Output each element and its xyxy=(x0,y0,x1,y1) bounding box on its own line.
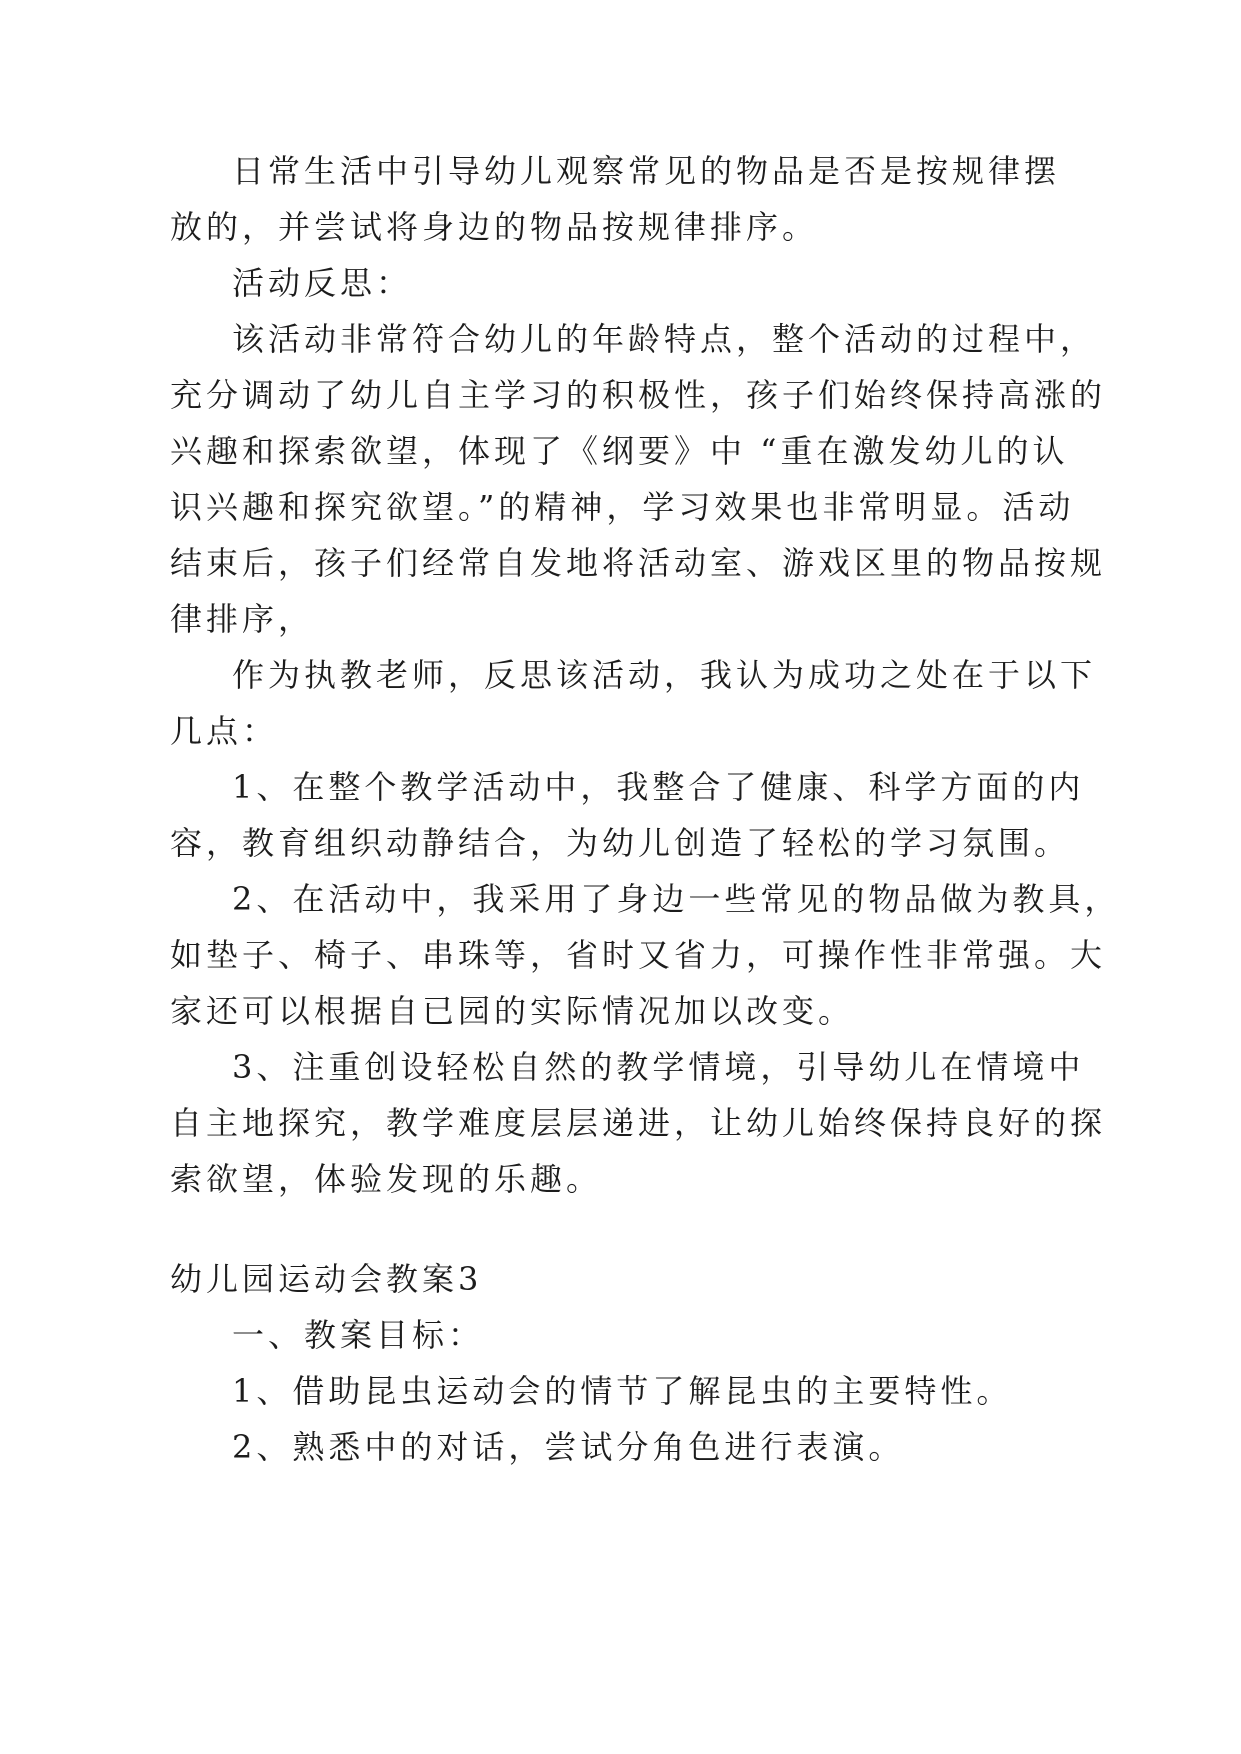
text-line: 几点： xyxy=(170,712,279,750)
section-heading: 幼儿园运动会教案3 xyxy=(170,1260,483,1298)
text-line: 家还可以根据自已园的实际情况加以改变。 xyxy=(170,992,855,1030)
text-line: 律排序， xyxy=(170,600,315,638)
text-line: 如垫子、椅子、串珠等，省时又省力，可操作性非常强。大 xyxy=(170,936,1107,974)
objective-item-2: 2、熟悉中的对话，尝试分角色进行表演。 xyxy=(232,1428,905,1466)
text-line: 结束后，孩子们经常自发地将活动室、游戏区里的物品按规 xyxy=(170,544,1107,582)
text-line: 该活动非常符合幼儿的年龄特点，整个活动的过程中， xyxy=(232,320,1097,358)
text-line: 识兴趣和探究欲望。”的精神，学习效果也非常明显。活动 xyxy=(170,488,1075,526)
text-line: 作为执教老师，反思该活动，我认为成功之处在于以下 xyxy=(232,656,1097,694)
text-line: 放的，并尝试将身边的物品按规律排序。 xyxy=(170,208,819,246)
text-line: 日常生活中引导幼儿观察常见的物品是否是按规律摆 xyxy=(232,152,1061,190)
text-line: 兴趣和探索欲望，体现了《纲要》中 “重在激发幼儿的认 xyxy=(170,432,1069,470)
list-item-2: 2、在活动中，我采用了身边一些常见的物品做为教具， xyxy=(232,880,1121,918)
list-item-3: 3、注重创设轻松自然的教学情境，引导幼儿在情境中 xyxy=(232,1048,1085,1086)
text-line: 容，教育组织动静结合，为幼儿创造了轻松的学习氛围。 xyxy=(170,824,1071,862)
list-item-1: 1、在整个教学活动中，我整合了健康、科学方面的内 xyxy=(232,768,1085,806)
text-line: 索欲望，体验发现的乐趣。 xyxy=(170,1160,603,1198)
text-line: 自主地探究，教学难度层层递进，让幼儿始终保持良好的探 xyxy=(170,1104,1107,1142)
subsection-heading: 一、教案目标： xyxy=(232,1316,485,1354)
text-line: 充分调动了幼儿自主学习的积极性，孩子们始终保持高涨的 xyxy=(170,376,1107,414)
objective-item-1: 1、借助昆虫运动会的情节了解昆虫的主要特性。 xyxy=(232,1372,1013,1410)
text-line: 活动反思： xyxy=(232,264,413,302)
